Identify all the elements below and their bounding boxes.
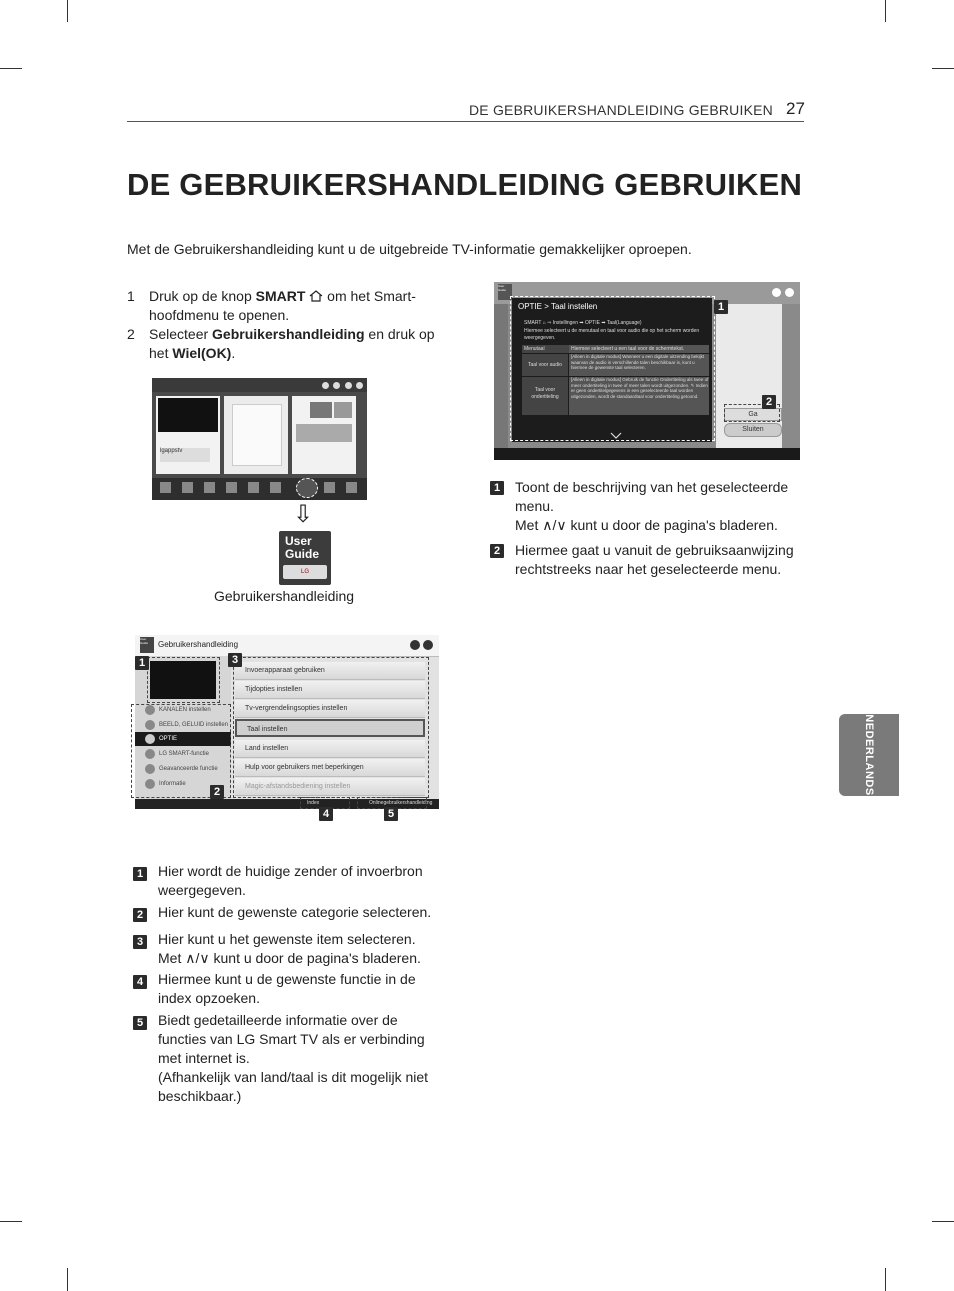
callout-badge-2: 2 (762, 395, 776, 409)
table-cell: [Alleen in digitale modus] Gebruik de functie Ondertiteling als twee of meer ondertiteling in twee of meer talen wordt uitgezonden. ✎ Indien er geen ondertitelgegevens in een geselecteerde taal worden uitgezonden, wordt de standaardtaal voor ondertiteling getoond. (569, 377, 709, 415)
callout-box-3 (233, 657, 429, 798)
callout-box-1 (510, 296, 715, 441)
online-guide-button[interactable]: Onlinegebruikershandleiding (369, 800, 433, 806)
note-badge: 2 (490, 544, 504, 558)
menu-item[interactable]: Tv-vergrendelingsopties instellen (235, 700, 425, 718)
note-text: Hier kunt u het gewenste item selecteren. Met ∧/∨ kunt u door de pagina's bladeren. (158, 931, 421, 966)
category-item-selected[interactable]: OPTIE (135, 732, 231, 746)
page-number: 27 (786, 99, 805, 118)
mini-guide-logo: User Guide (140, 637, 154, 653)
menu-item[interactable]: Hulp voor gebruikers met beperkingen (235, 759, 425, 777)
category-item[interactable]: Geavanceerde functie (135, 762, 231, 776)
language-side-tab: NEDERLANDS (839, 714, 899, 796)
note-badge: 2 (133, 908, 147, 922)
step-1: 1 Druk op de knop SMART om het Smart-hoofdmenu te openen. (127, 288, 416, 323)
note-text: Hiermee gaat u vanuit de gebruiksaanwijzing rechtstreeks naar het geselecteerde menu. (515, 542, 794, 577)
crop-mark (0, 1221, 22, 1222)
note-text: Hiermee kunt u de gewenste functie in de index opzoeken. (158, 971, 416, 1006)
table-label: Menutaal (522, 345, 570, 353)
user-guide-icon: User Guide LG (279, 531, 331, 585)
crop-mark (885, 0, 886, 22)
callout-badge-3: 3 (228, 653, 242, 667)
menu-item[interactable]: Invoerapparaat gebruiken (235, 662, 425, 680)
header-rule (127, 121, 804, 122)
crop-mark (885, 1268, 886, 1291)
table-label: Taal voor audio (522, 354, 568, 376)
note-badge: 3 (133, 935, 147, 949)
callout-box-2 (131, 704, 231, 798)
note-text: Biedt gedetailleerde informatie over de functies van LG Smart TV als er verbinding met internet is. (Afhankelijk van land/taal is dit mogelijk niet beschikbaar.) (158, 1012, 429, 1104)
category-item[interactable]: BEELD, GELUID instellen (135, 718, 231, 732)
note-badge: 4 (133, 975, 147, 989)
guide-title: Gebruikershandleiding (158, 640, 239, 649)
crop-mark (932, 1221, 954, 1222)
detail-description: Hiermee selecteert u de menutaal en taal voor audio die op het scherm worden weergegeven. (524, 328, 700, 341)
note-badge: 1 (133, 867, 147, 881)
callout-badge-1: 1 (714, 300, 728, 314)
callout-badge-1: 1 (135, 656, 149, 670)
callout-box-1 (147, 657, 220, 703)
crop-mark (67, 1268, 68, 1291)
close-icon[interactable] (785, 288, 794, 297)
go-button[interactable]: Ga (724, 408, 782, 421)
mini-guide-logo: User Guide (498, 284, 512, 300)
detail-breadcrumb: OPTIE > Taal instellen (518, 302, 598, 311)
category-item[interactable]: KANALEN instellen (135, 703, 231, 717)
page-title: DE GEBRUIKERSHANDLEIDING GEBRUIKEN (127, 167, 803, 202)
note-text: Hier wordt de huidige zender of invoerbron weergegeven. (158, 863, 423, 898)
user-guide-caption: Gebruikershandleiding (214, 588, 355, 604)
table-cell: Hiermee selecteert u een taal voor de schermtekst. (569, 345, 709, 353)
table-label: Taal voor ondertiteling (522, 377, 568, 415)
home-icon (309, 288, 323, 299)
note-badge: 5 (133, 1016, 147, 1030)
back-icon[interactable] (772, 288, 781, 297)
category-item[interactable]: LG SMART-functie (135, 747, 231, 761)
menu-item[interactable]: Land instellen (235, 740, 425, 758)
note-text: Hier kunt de gewenste categorie selecteren. (158, 904, 432, 920)
table-cell: [Alleen in digitale modus] Wanneer u een digitale uitzending bekijkt waarvan de audio in verschillende talen beschikbaar is, kunt u hiermee de gewenste taal selecteren. (569, 354, 709, 376)
smart-home-screenshot: lgappstv (152, 378, 367, 500)
running-header: DE GEBRUIKERSHANDLEIDING GEBRUIKEN (469, 102, 773, 118)
menu-item[interactable]: Tijdopties instellen (235, 681, 425, 699)
callout-badge-2: 2 (210, 785, 224, 799)
close-icon[interactable] (423, 640, 433, 650)
crop-mark (0, 68, 22, 69)
category-item[interactable]: Informatie (135, 777, 231, 791)
step-2: 2 Selecteer Gebruikershandleiding en druk op het Wiel(OK). (127, 326, 435, 361)
callout-badge-5: 5 (384, 807, 398, 821)
menu-item[interactable]: Magic-afstandsbediening instellen (235, 778, 425, 796)
down-arrow-icon: ⇩ (293, 501, 314, 528)
close-button[interactable]: Sluiten (724, 423, 782, 437)
detail-path: SMART ⌂ ⇒ Instellingen ➡ OPTIE ➡ Taal(Language) (524, 320, 642, 326)
note-text: Toont de beschrijving van het geselecteerde menu. Met ∧/∨ kunt u door de pagina's bladeren. (515, 479, 789, 533)
menu-item-selected[interactable]: Taal instellen (235, 719, 425, 737)
crop-mark (67, 0, 68, 22)
back-icon[interactable] (410, 640, 420, 650)
note-badge: 1 (490, 481, 504, 495)
intro-text: Met de Gebruikershandleiding kunt u de uitgebreide TV-informatie gemakkelijker oproepen. (127, 241, 692, 257)
callout-badge-4: 4 (319, 807, 333, 821)
crop-mark (932, 68, 954, 69)
index-button[interactable]: Index (307, 800, 320, 806)
